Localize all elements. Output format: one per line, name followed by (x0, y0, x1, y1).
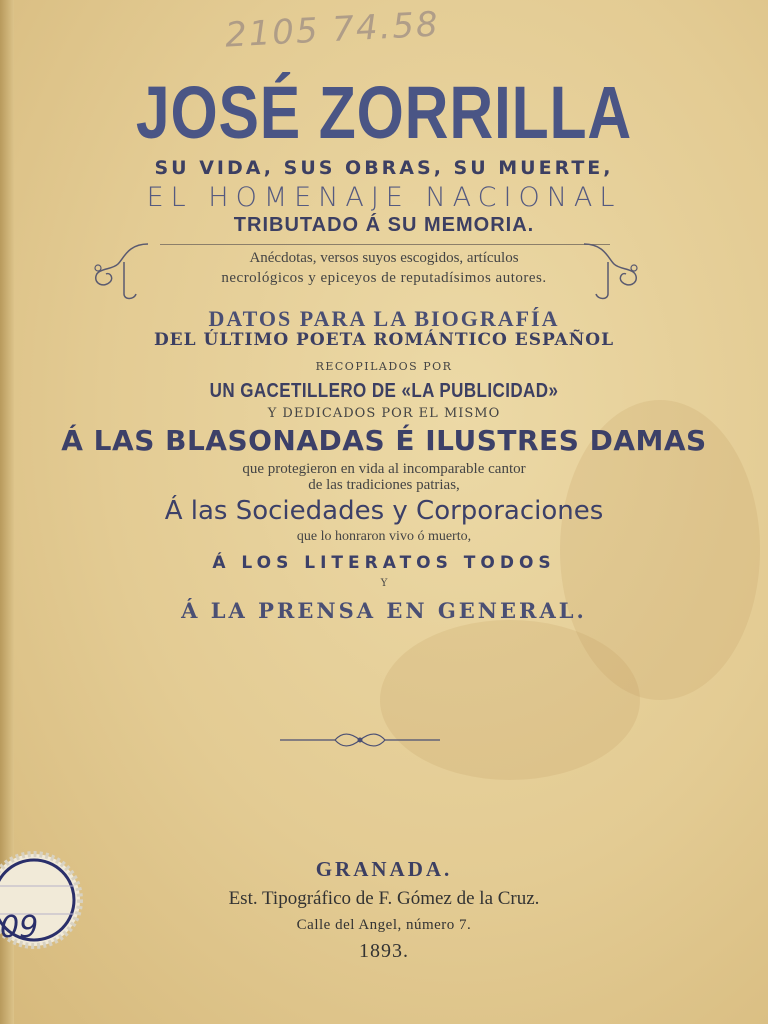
description-line-2: necrológicos y epiceyos de reputadísimos autores. (221, 270, 547, 286)
imprint-year: 1893. (359, 940, 409, 962)
body-line-sociedades: Á las Sociedades y Corporaciones (164, 496, 604, 526)
body-line-damas: Á LAS BLASONADAS É ILUSTRES DAMAS (61, 424, 707, 457)
body-line-protegieron: que protegieron en vida al incomparable cantor (242, 461, 526, 477)
imprint-printer: Est. Tipográfico de F. Gómez de la Cruz. (228, 888, 540, 909)
imprint-address: Calle del Angel, número 7. (296, 917, 472, 933)
body-line-recopilados: RECOPILADOS POR (315, 360, 453, 373)
body-line-literatos: Á LOS LITERATOS TODOS (212, 553, 556, 573)
body-line-biografia: DATOS PARA LA BIOGRAFÍA (208, 306, 560, 331)
imprint-city: GRANADA. (315, 857, 453, 881)
handwritten-catalog-note: 2105 74.58 (224, 4, 441, 56)
subtitle-line-3: TRIBUTADO Á SU MEMORIA. (233, 214, 535, 236)
center-flourish-icon (280, 730, 440, 750)
body-line-dedicados: Y DEDICADOS POR EL MISMO (267, 406, 501, 421)
body-line-poeta: DEL ÚLTIMO POETA ROMÁNTICO ESPAÑOL (153, 330, 615, 350)
subtitle-line-2: EL HOMENAJE NACIONAL (146, 182, 622, 213)
description-line-1: Anécdotas, versos suyos escogidos, artículos (249, 250, 519, 266)
book-title: JOSÉ ZORRILLA (135, 71, 633, 154)
divider-rule (160, 244, 610, 245)
body-line-gacetillero: UN GACETILLERO DE «LA PUBLICIDAD» (209, 380, 559, 402)
body-line-honraron: que lo honraron vivo ó muerto, (296, 529, 472, 544)
body-line-tradiciones: de las tradiciones patrias, (308, 477, 460, 493)
subtitle-line-1: SU VIDA, SUS OBRAS, SU MUERTE, (154, 157, 614, 179)
body-line-y: Y (380, 578, 388, 589)
library-label-number: 09 (0, 910, 39, 945)
body-line-prensa: Á LA PRENSA EN GENERAL. (181, 598, 587, 623)
